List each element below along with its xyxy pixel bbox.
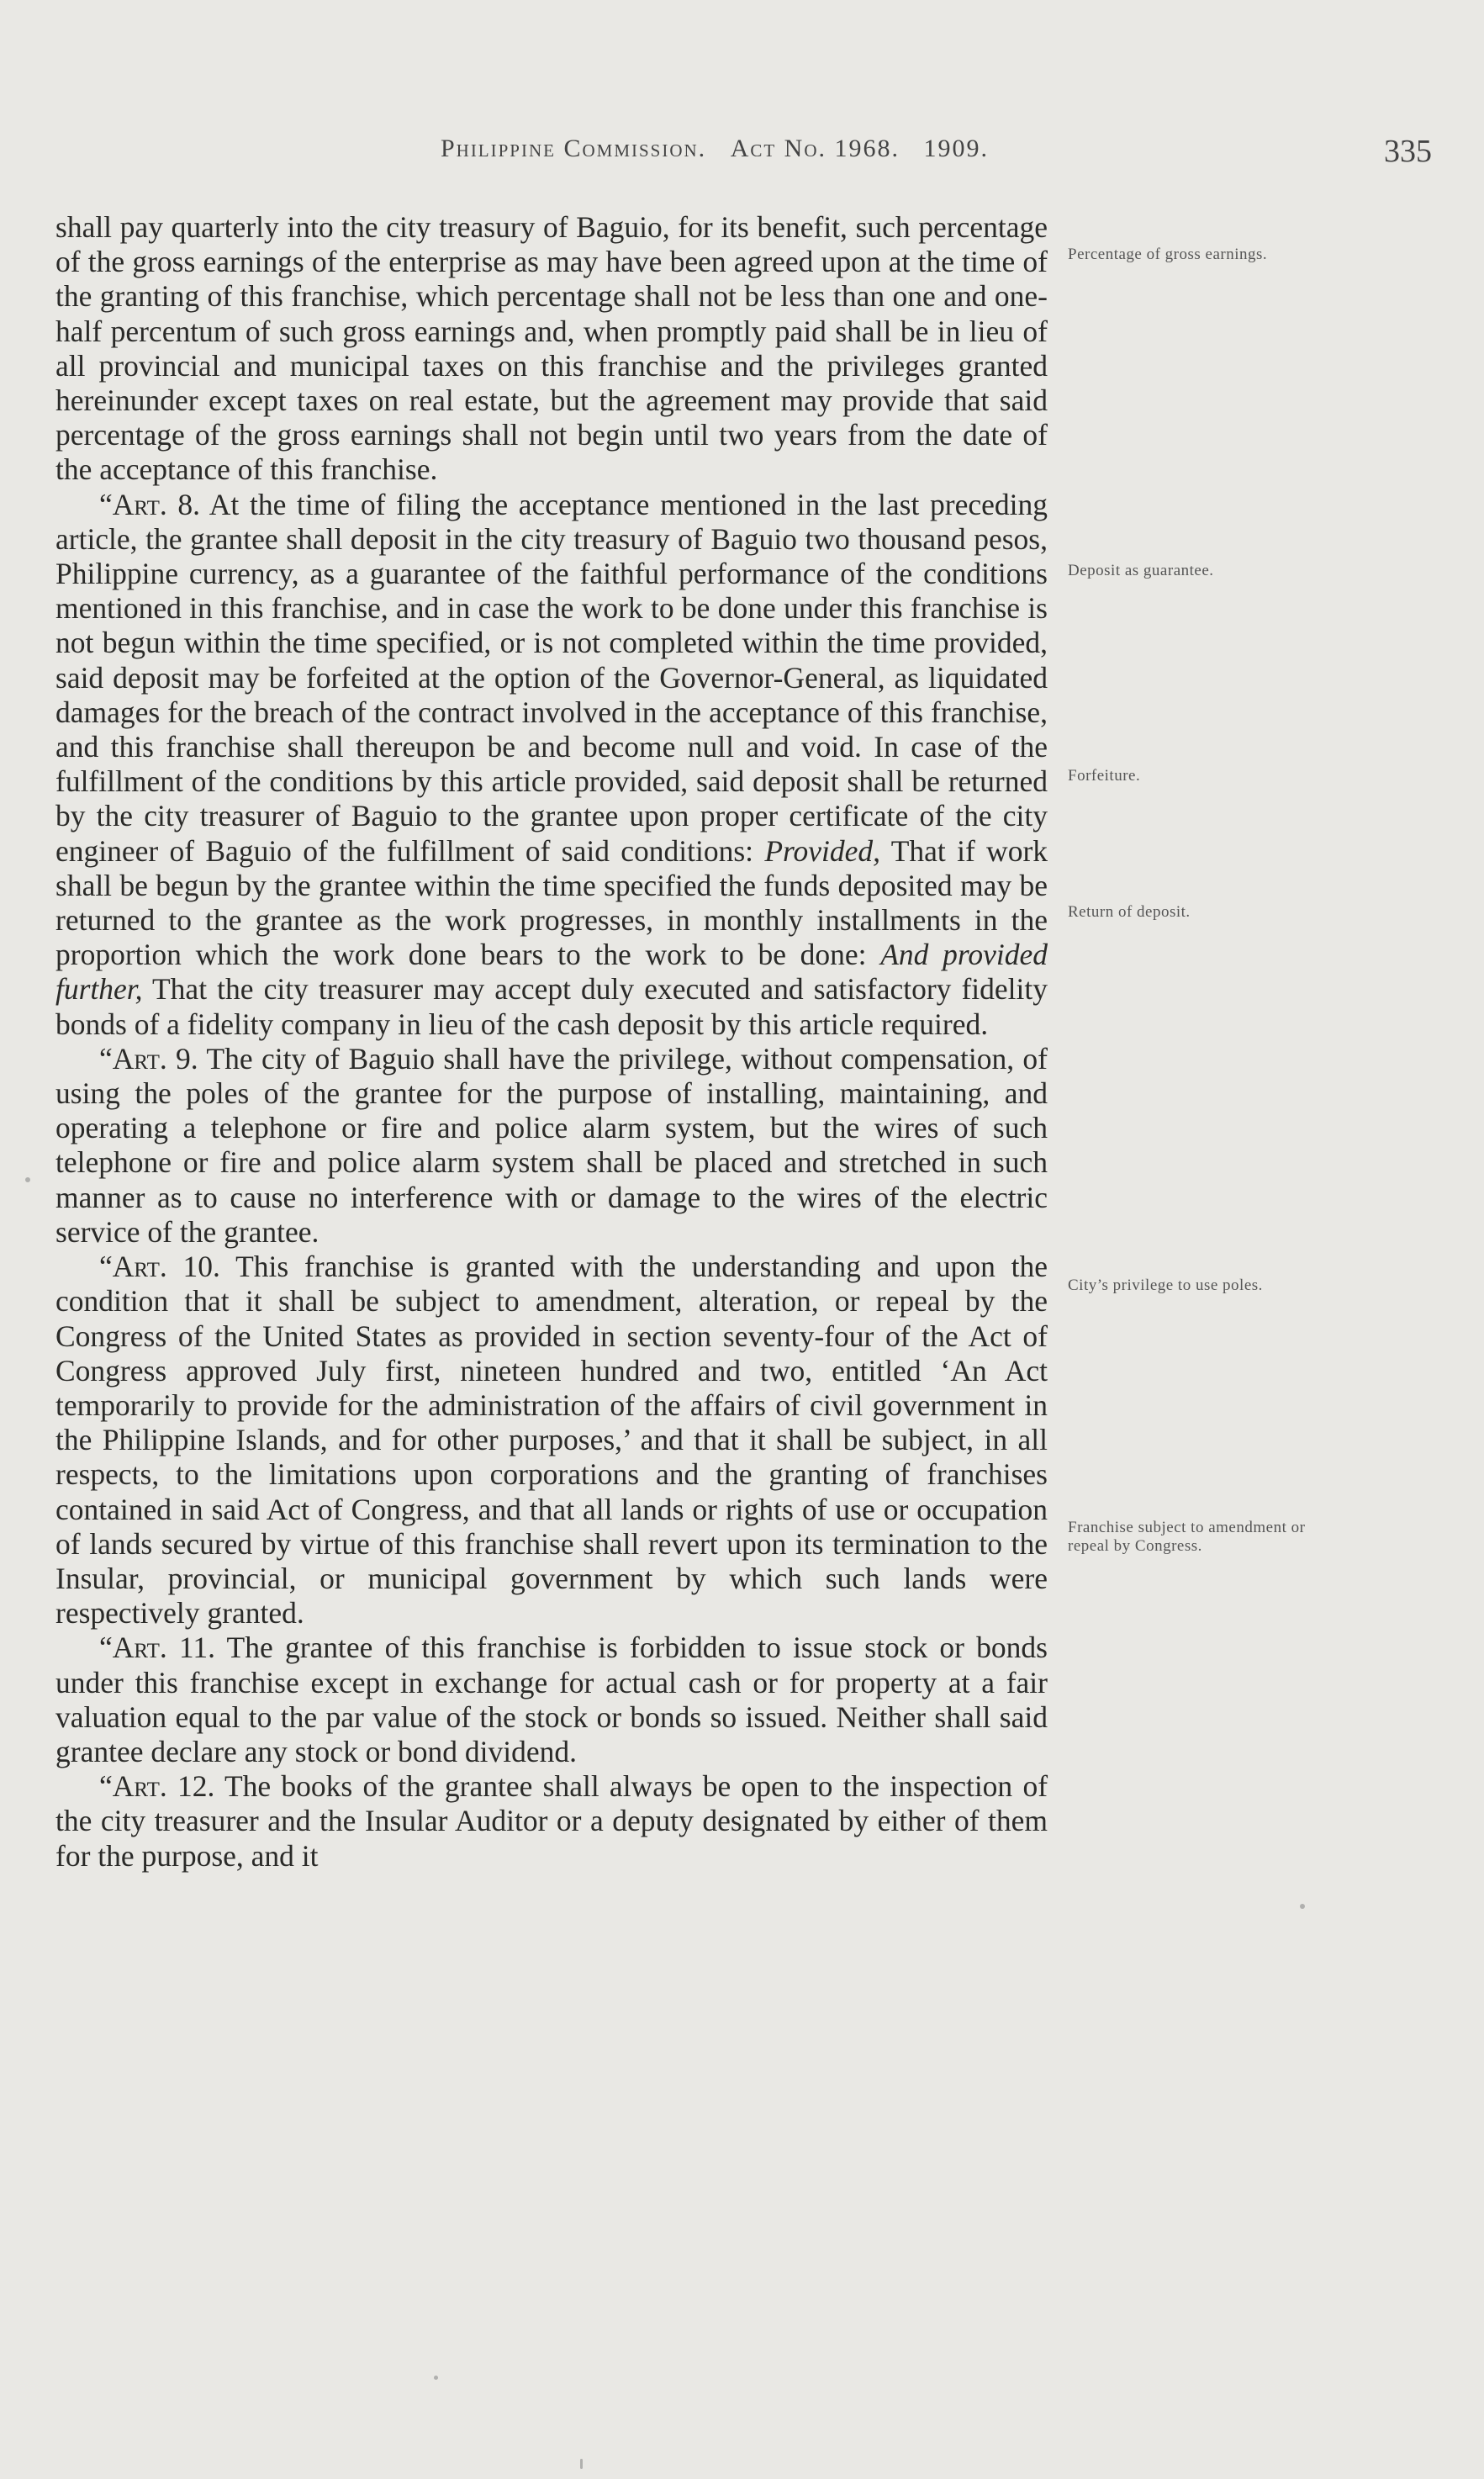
paragraph-continuation: shall pay quarterly into the city treasury of Baguio, for its benefit, such percentage of the gross earnings of the enterprise as may have been agreed upon at the time of the granting of this franchise, which percentage shall not be less than one and one-half percentum of such gross earnings and, when promptly paid shall be in lieu of all provincial and municipal taxes on this franchise and the privileges granted hereinunder except taxes on real estate, but the agreement may provide that said percentage of the gross earnings shall not begin until two years from the date of the acceptance of this franchise. xyxy=(55,210,1048,487)
article-12-label: “Art. 12. xyxy=(99,1769,215,1804)
article-9-text: The city of Baguio shall have the privilege, without compensation, of using the poles of the grantee for the purpose of installing, maintaining, and operating a telephone or fire and police alarm system, but the wires of such telephone or fire and police alarm system shall be placed and stretched in such manner as to cause no interference with or damage to the wires of the electric service of the grantee. xyxy=(55,1041,1048,1249)
article-12 xyxy=(55,1769,1048,1874)
body-text xyxy=(55,210,1048,1874)
paper-speck xyxy=(25,1177,30,1182)
margin-note-return: Return of deposit. xyxy=(1068,903,1191,921)
paper-speck xyxy=(580,2459,583,2469)
article-8-label: “Art. 8. xyxy=(99,487,201,521)
article-8 xyxy=(55,488,1048,1042)
article-10-label: “Art. 10. xyxy=(99,1250,220,1284)
article-8-text-c: That the city treasurer may accept duly executed and satisfactory fidelity bonds of a fidelity company in lieu of the cash deposit by this article required. xyxy=(55,972,1048,1041)
running-head-commission: Philippine Commission. xyxy=(440,135,707,162)
article-11-label: “Art. 11. xyxy=(99,1631,215,1665)
margin-note-deposit: Deposit as guarantee. xyxy=(1068,562,1214,579)
paper-speck xyxy=(1300,1904,1305,1909)
article-8-text-b: That if work shall be begun by the grantee within the time specified the funds deposited may be returned to the grantee as the work progresses, in monthly installments in the proportion which the work done bears to the work to be done: xyxy=(55,833,1048,972)
page-number: 335 xyxy=(1384,134,1432,169)
article-9-label: “Art. 9. xyxy=(99,1041,198,1076)
margin-note-franchise-subject: Franchise subject to amendment or repeal by Congress. xyxy=(1068,1519,1306,1555)
article-12-text: The books of the grantee shall always be open to the inspection of the city treasurer and the Insular Auditor or a deputy designated by either of them for the purpose, and it xyxy=(55,1769,1048,1873)
margin-note-forfeiture: Forfeiture. xyxy=(1068,767,1141,785)
article-8-provided-further: And provided further, xyxy=(55,938,1048,1007)
article-11-text: The grantee of this franchise is forbidden to issue stock or bonds under this franchise except in exchange for actual cash or for property at a fair valuation equal to the par value of the stock or bonds so issued. Neither shall said grantee declare any stock or bond dividend. xyxy=(55,1631,1048,1768)
article-9 xyxy=(55,1042,1048,1250)
article-8-provided: Provided, xyxy=(764,833,881,868)
paper-speck xyxy=(434,2376,438,2380)
margin-note-percentage: Percentage of gross earnings. xyxy=(1068,246,1268,263)
article-10 xyxy=(55,1250,1048,1631)
article-8-text-a: At the time of filing the acceptance mentioned in the last preceding article, the grantee shall deposit in the city treasury of Baguio two thousand pesos, Philippine currency, as a guarantee of the faithful performance of the conditions mentioned in this franchise, and in case the work to be done under this franchise is not begun within the time specified, or is not completed within the time provided, said deposit may be forfeited at the option of the Governor-General, as liquidated damages for the breach of the contract involved in the acceptance of this franchise, and this franchise shall thereupon be and become null and void. In case of the fulfillment of the conditions by this article provided, said deposit shall be returned by the city treasurer of Baguio to the grantee upon proper certificate of the city engineer of Baguio of the fulfillment of said conditions: xyxy=(55,487,1048,868)
running-head-year: 1909. xyxy=(923,135,990,162)
running-head xyxy=(185,135,1244,163)
article-11 xyxy=(55,1631,1048,1769)
running-head-act: Act No. 1968. xyxy=(730,135,900,162)
article-10-text: This franchise is granted with the understanding and upon the condition that it shall be subject to amendment, alteration, or repeal by the Congress of the United States as provided in section seventy-four of the Act of Congress approved July first, nineteen hundred and two, entitled ‘An Act temporarily to provide for the administration of the affairs of civil government in the Philippine Islands, and for other purposes,’ and that it shall be subject, in all respects, to the limitations upon corporations and the granting of franchises contained in said Act of Congress, and that all lands or rights of use or occupation of lands secured by virtue of this franchise shall revert upon its termination to the Insular, provincial, or municipal government by which such lands were respectively granted. xyxy=(55,1250,1048,1631)
margin-note-city-privilege: City’s privilege to use poles. xyxy=(1068,1276,1263,1294)
